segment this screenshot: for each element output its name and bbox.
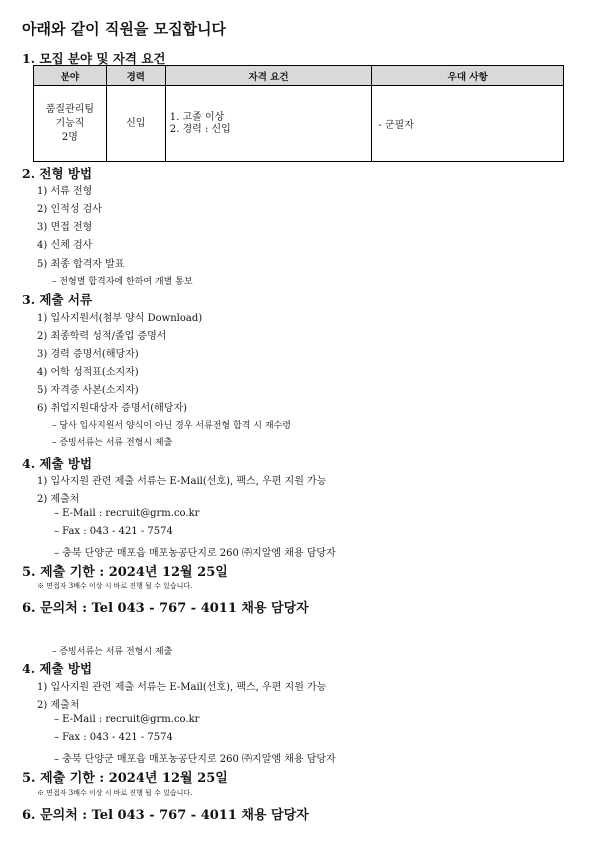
list-item: 1) 입사지원 관련 제출 서류는 E-Mail(선호), 팩스, 우편 지원 가능 <box>37 476 327 487</box>
list-item: 2) 제출처 <box>37 494 80 505</box>
list-item: 3) 경력 증명서(해당자) <box>37 349 139 360</box>
contact-address: – 충북 단양군 매포읍 매포농공단지로 260 ㈜지알엠 채용 담당자 <box>54 754 336 765</box>
requirements-table <box>33 65 564 162</box>
cell-requirements <box>165 86 372 162</box>
list-item: 2) 제출처 <box>37 700 80 711</box>
section6-heading-repeat: 6. 문의처 : Tel 043 - 767 - 4011 채용 담당자 <box>22 808 309 823</box>
contact-fax: – Fax : 043 - 421 - 7574 <box>54 732 173 743</box>
table-header-row <box>34 66 564 86</box>
contact-email: – E-Mail : recruit@grm.co.kr <box>54 508 200 519</box>
list-item: 5) 최종 합격자 발표 <box>37 259 125 270</box>
requirement-line: 2. 경력 : 신입 <box>169 123 231 135</box>
field-line: 품질관리팀 <box>45 103 95 115</box>
header-requirements: 자격 요건 <box>165 66 372 86</box>
section4-heading-repeat: 4. 제출 방법 <box>22 661 93 676</box>
header-career: 경력 <box>106 66 165 86</box>
requirement-line: 1. 고졸 이상 <box>169 111 225 123</box>
list-item: 1) 입사지원서(첨부 양식 Download) <box>37 313 203 324</box>
cell-career: 신입 <box>106 86 165 162</box>
list-item: 6) 취업지원대상자 증명서(해당자) <box>37 403 188 414</box>
field-line: 기능직 <box>55 117 85 129</box>
header-field: 분야 <box>34 66 107 86</box>
page-title: 아래와 같이 직원을 모집합니다 <box>22 20 227 38</box>
field-line: 2명 <box>61 131 78 143</box>
table-row <box>34 86 564 162</box>
contact-fax: – Fax : 043 - 421 - 7574 <box>54 526 173 537</box>
list-item: 4) 어학 성적표(소지자) <box>37 367 139 378</box>
contact-email: – E-Mail : recruit@grm.co.kr <box>54 714 200 725</box>
section6-heading: 6. 문의처 : Tel 043 - 767 - 4011 채용 담당자 <box>22 601 309 616</box>
list-note: – 전형별 합격자에 한하여 개별 통보 <box>52 277 193 287</box>
list-item: 5) 자격증 사본(소지자) <box>37 385 139 396</box>
list-item: 4) 신체 검사 <box>37 240 93 251</box>
cell-preference: - 군필자 <box>372 86 564 162</box>
deadline-note: ※ 면접자 3배수 이상 시 바로 진행 될 수 있습니다. <box>37 789 193 797</box>
section2-heading: 2. 전형 방법 <box>22 166 93 181</box>
section4-heading: 4. 제출 방법 <box>22 456 93 471</box>
list-item: 2) 인적성 검사 <box>37 204 102 215</box>
list-item: 2) 최종학력 성적/졸업 증명서 <box>37 331 167 342</box>
section1-heading: 1. 모집 분야 및 자격 요건 <box>22 51 166 66</box>
section5-heading-repeat: 5. 제출 기한 : 2024년 12월 25일 <box>22 771 228 786</box>
header-preference: 우대 사항 <box>372 66 564 86</box>
list-item: 3) 면접 전형 <box>37 222 93 233</box>
cell-field <box>34 86 107 162</box>
list-item: 1) 서류 전형 <box>37 186 93 197</box>
list-item: 1) 입사지원 관련 제출 서류는 E-Mail(선호), 팩스, 우편 지원 가능 <box>37 682 327 693</box>
section5-heading: 5. 제출 기한 : 2024년 12월 25일 <box>22 565 228 580</box>
contact-address: – 충북 단양군 매포읍 매포농공단지로 260 ㈜지알엠 채용 담당자 <box>54 548 336 559</box>
section3-heading: 3. 제출 서류 <box>22 292 93 307</box>
deadline-note: ※ 면접자 3배수 이상 시 바로 진행 될 수 있습니다. <box>37 582 193 590</box>
list-note: – 당사 입사지원서 양식이 아닌 경우 서류전형 합격 시 재수령 <box>52 421 291 431</box>
list-note: – 증빙서류는 서류 전형시 제출 <box>52 647 173 657</box>
list-note: – 증빙서류는 서류 전형시 제출 <box>52 438 173 448</box>
